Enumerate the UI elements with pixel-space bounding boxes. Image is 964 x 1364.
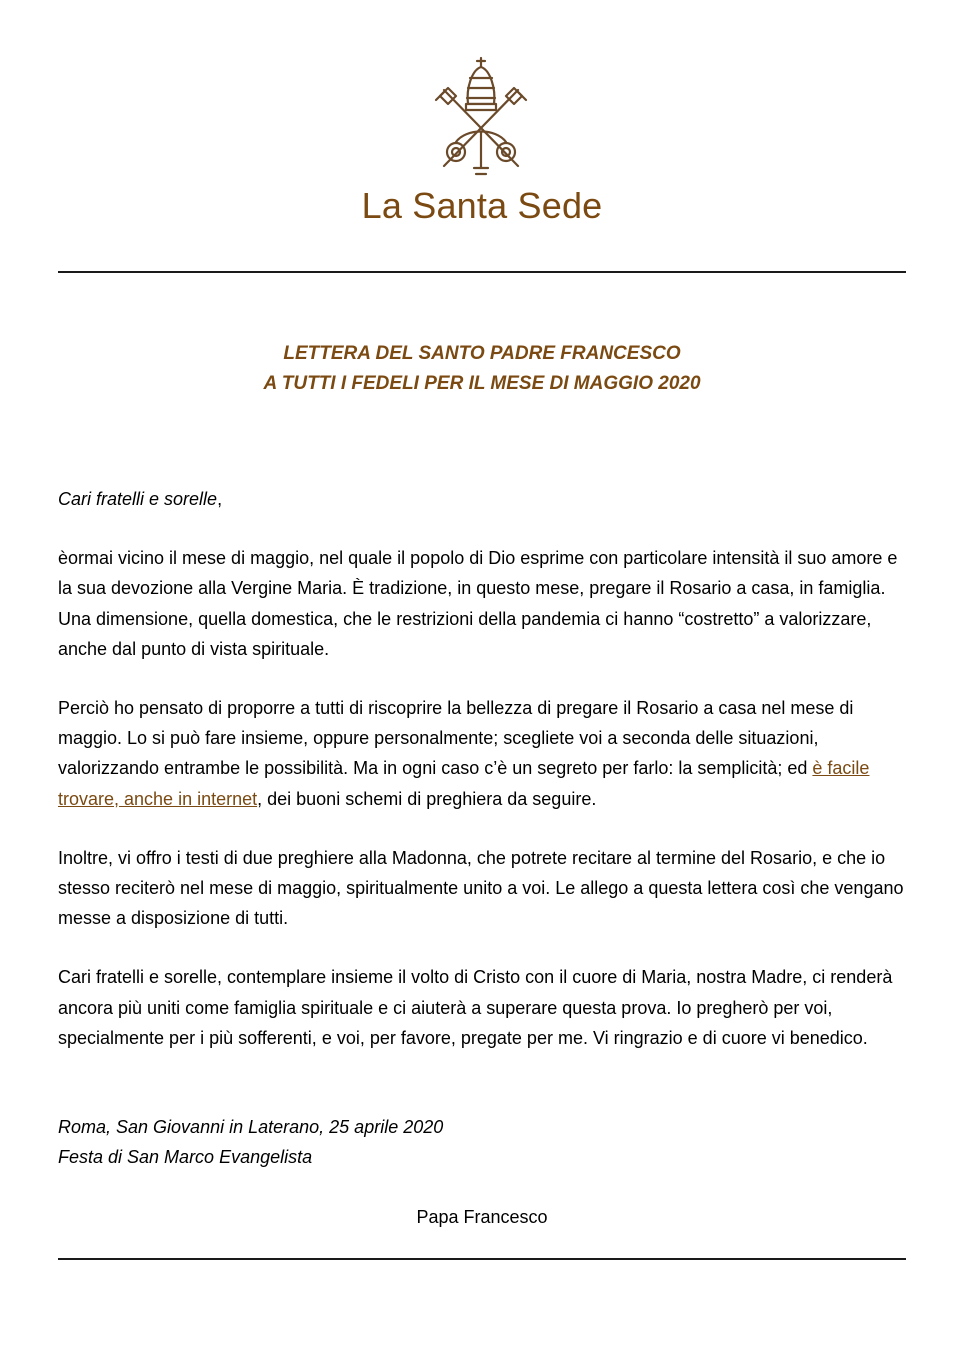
paragraph-2 [58,693,910,814]
header-divider [58,271,906,273]
dateline [58,1112,443,1172]
salutation-text: Cari fratelli e sorelle [58,489,218,509]
paragraph-1: èormai vicino il mese di maggio, nel quale il popolo di Dio esprime con particolare intensità il suo amore e la sua devozione alla Vergine Maria. È tradizione, in questo mese, pregare il Rosario a casa, in famiglia. Una dimensione, quella domestica, che le restrizioni della pandemia ci hanno “costretto” a valorizzare, anche dal punto di vista spirituale. [58,548,898,659]
papal-coat-of-arms-icon [426,56,536,180]
internet-resources-link[interactable]: è facile trovare, anche in internet [58,758,870,809]
paragraph-4: Cari fratelli e sorelle, contemplare insieme il volto di Cristo con il cuore di Maria, nostra Madre, ci renderà ancora più uniti come famiglia spirituale e ci aiuterà a superare questa prova. Io pregherò per voi, specialmente per i più sofferenti, e voi, per favore, pregate per me. Vi ringrazio e di cuore vi benedico. [58,967,893,1048]
paragraph-2-text-after: , dei buoni schemi di preghiera da seguire. [257,788,597,809]
signature: Papa Francesco [416,1207,548,1227]
letter-body [58,484,910,1082]
dateline-place-date: Roma, San Giovanni in Laterano, 25 aprile 2020 [58,1117,444,1137]
site-title: La Santa Sede [361,185,603,226]
paragraph-3: Inoltre, vi offro i testi di due preghiere alla Madonna, che potrete recitare al termine del Rosario, e che io stesso reciterò nel mese di maggio, spiritualmente unito a voi. Le allego a questa lettera così che vengano messe a disposizione di tutti. [58,847,904,929]
salutation-punctuation: , [217,489,223,509]
paragraph-2-text-before: Perciò ho pensato di proporre a tutti di riscoprire la bellezza di pregare il Rosario a casa nel mese di maggio. Lo si può fare insieme, oppure personalmente; scegliete voi a seconda delle situazioni, valorizzando entrambe le possibilità. Ma in ogni caso c’è un segreto per farlo: la semplicità; ed [58,698,854,779]
title-line-2: A TUTTI I FEDELI PER IL MESE DI MAGGIO 2020 [263,373,701,394]
dateline-feast: Festa di San Marco Evangelista [58,1147,313,1168]
footer-divider [58,1258,906,1260]
title-line-1: LETTERA DEL SANTO PADRE FRANCESCO [283,343,681,364]
document-title [0,339,964,399]
salutation [58,484,910,514]
